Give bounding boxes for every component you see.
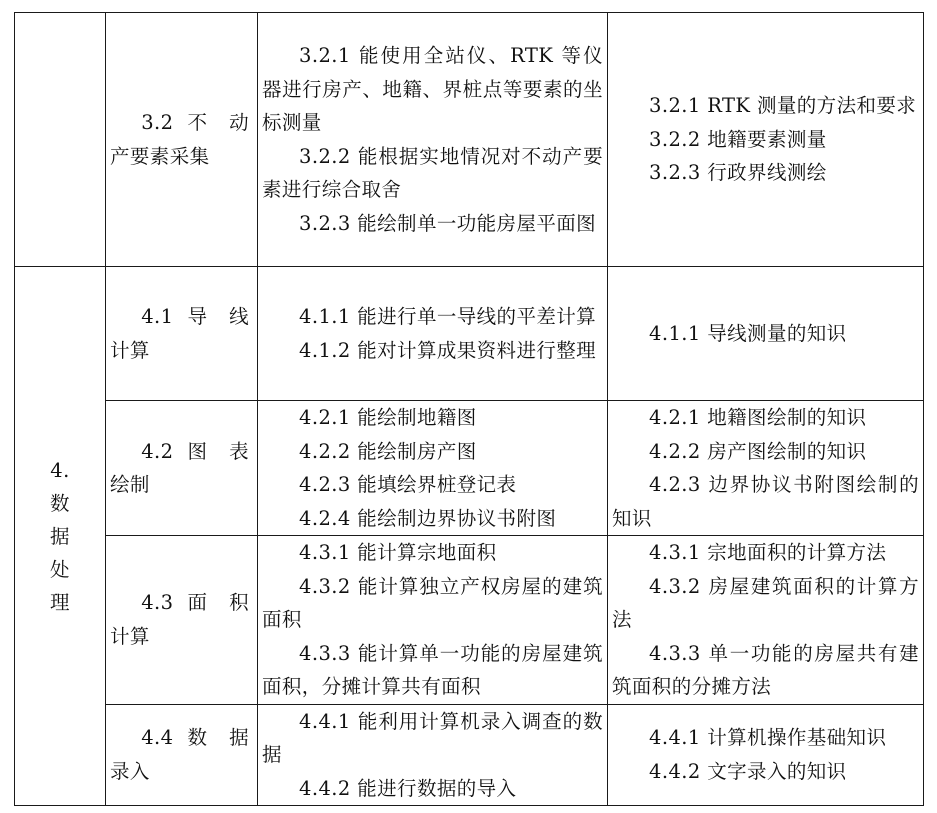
knowledge-cell xyxy=(608,13,924,267)
unit-title: 4.3 面 积 计算 xyxy=(110,591,249,648)
skill-item: 4.1.1 能进行单一导线的平差计算 xyxy=(299,305,597,328)
knowledge-item: 3.2.1 RTK 测量的方法和要求 xyxy=(649,94,917,118)
category-title: 4. 数 据 处 理 xyxy=(50,458,70,614)
knowledge-item: 4.4.1 计算机操作基础知识 xyxy=(649,726,887,750)
skill-item: 4.3.1 能计算宗地面积 xyxy=(299,541,497,564)
skill-item: 4.2.4 能绘制边界协议书附图 xyxy=(299,506,557,530)
knowledge-cell xyxy=(608,704,924,806)
knowledge-item: 4.4.2 文字录入的知识 xyxy=(649,759,847,783)
skill-item: 3.2.2 能根据实地情况对不动产要素进行综合取舍 xyxy=(262,144,603,201)
category-cell xyxy=(15,13,106,267)
unit-title: 4.2 图 表 绘制 xyxy=(110,439,249,496)
skills-cell xyxy=(258,401,608,536)
skills-cell xyxy=(258,13,608,267)
category-cell xyxy=(15,267,106,806)
skill-item: 4.2.3 能填绘界桩登记表 xyxy=(299,473,517,496)
knowledge-item: 4.2.1 地籍图绘制的知识 xyxy=(649,406,867,429)
knowledge-item: 4.3.1 宗地面积的计算方法 xyxy=(649,541,887,564)
unit-title: 3.2 不 动 产要素采集 xyxy=(110,111,249,168)
knowledge-item: 3.2.3 行政界线测绘 xyxy=(649,161,827,185)
table-row xyxy=(15,267,924,401)
table-row xyxy=(15,704,924,806)
skill-item: 4.2.2 能绘制房产图 xyxy=(299,439,477,463)
unit-title: 4.1 导 线 计算 xyxy=(110,305,249,362)
knowledge-item: 4.2.2 房产图绘制的知识 xyxy=(649,439,867,463)
unit-cell xyxy=(106,704,258,806)
unit-cell xyxy=(106,267,258,401)
skill-item: 4.2.1 能绘制地籍图 xyxy=(299,406,477,429)
skill-item: 3.2.1 能使用全站仪、RTK 等仪器进行房产、地籍、界桩点等要素的坐标测量 xyxy=(262,44,603,134)
skill-item: 4.4.2 能进行数据的导入 xyxy=(299,776,517,800)
unit-cell xyxy=(106,13,258,267)
knowledge-item: 4.1.1 导线测量的知识 xyxy=(649,321,847,345)
unit-title: 4.4 数 据 录入 xyxy=(110,726,249,783)
knowledge-cell xyxy=(608,267,924,401)
unit-cell xyxy=(106,401,258,536)
skill-item: 4.3.2 能计算独立产权房屋的建筑面积 xyxy=(262,574,603,631)
knowledge-item: 4.2.3 边界协议书附图绘制的知识 xyxy=(612,473,919,530)
unit-cell xyxy=(106,536,258,705)
knowledge-item: 3.2.2 地籍要素测量 xyxy=(649,127,827,151)
knowledge-cell xyxy=(608,401,924,536)
skill-item: 4.3.3 能计算单一功能的房屋建筑面积，分摊计算共有面积 xyxy=(262,641,603,698)
table-row xyxy=(15,401,924,536)
knowledge-item: 4.3.2 房屋建筑面积的计算方法 xyxy=(612,574,919,631)
standards-table xyxy=(14,12,924,806)
knowledge-cell xyxy=(608,536,924,705)
skills-cell xyxy=(258,536,608,705)
knowledge-item: 4.3.3 单一功能的房屋共有建筑面积的分摊方法 xyxy=(612,641,919,698)
skill-item: 4.1.2 能对计算成果资料进行整理 xyxy=(299,338,597,362)
skills-cell xyxy=(258,267,608,401)
table-row xyxy=(15,13,924,267)
skills-cell xyxy=(258,704,608,806)
table-row xyxy=(15,536,924,705)
skill-item: 4.4.1 能利用计算机录入调查的数据 xyxy=(262,709,603,766)
skill-item: 3.2.3 能绘制单一功能房屋平面图 xyxy=(299,211,597,235)
